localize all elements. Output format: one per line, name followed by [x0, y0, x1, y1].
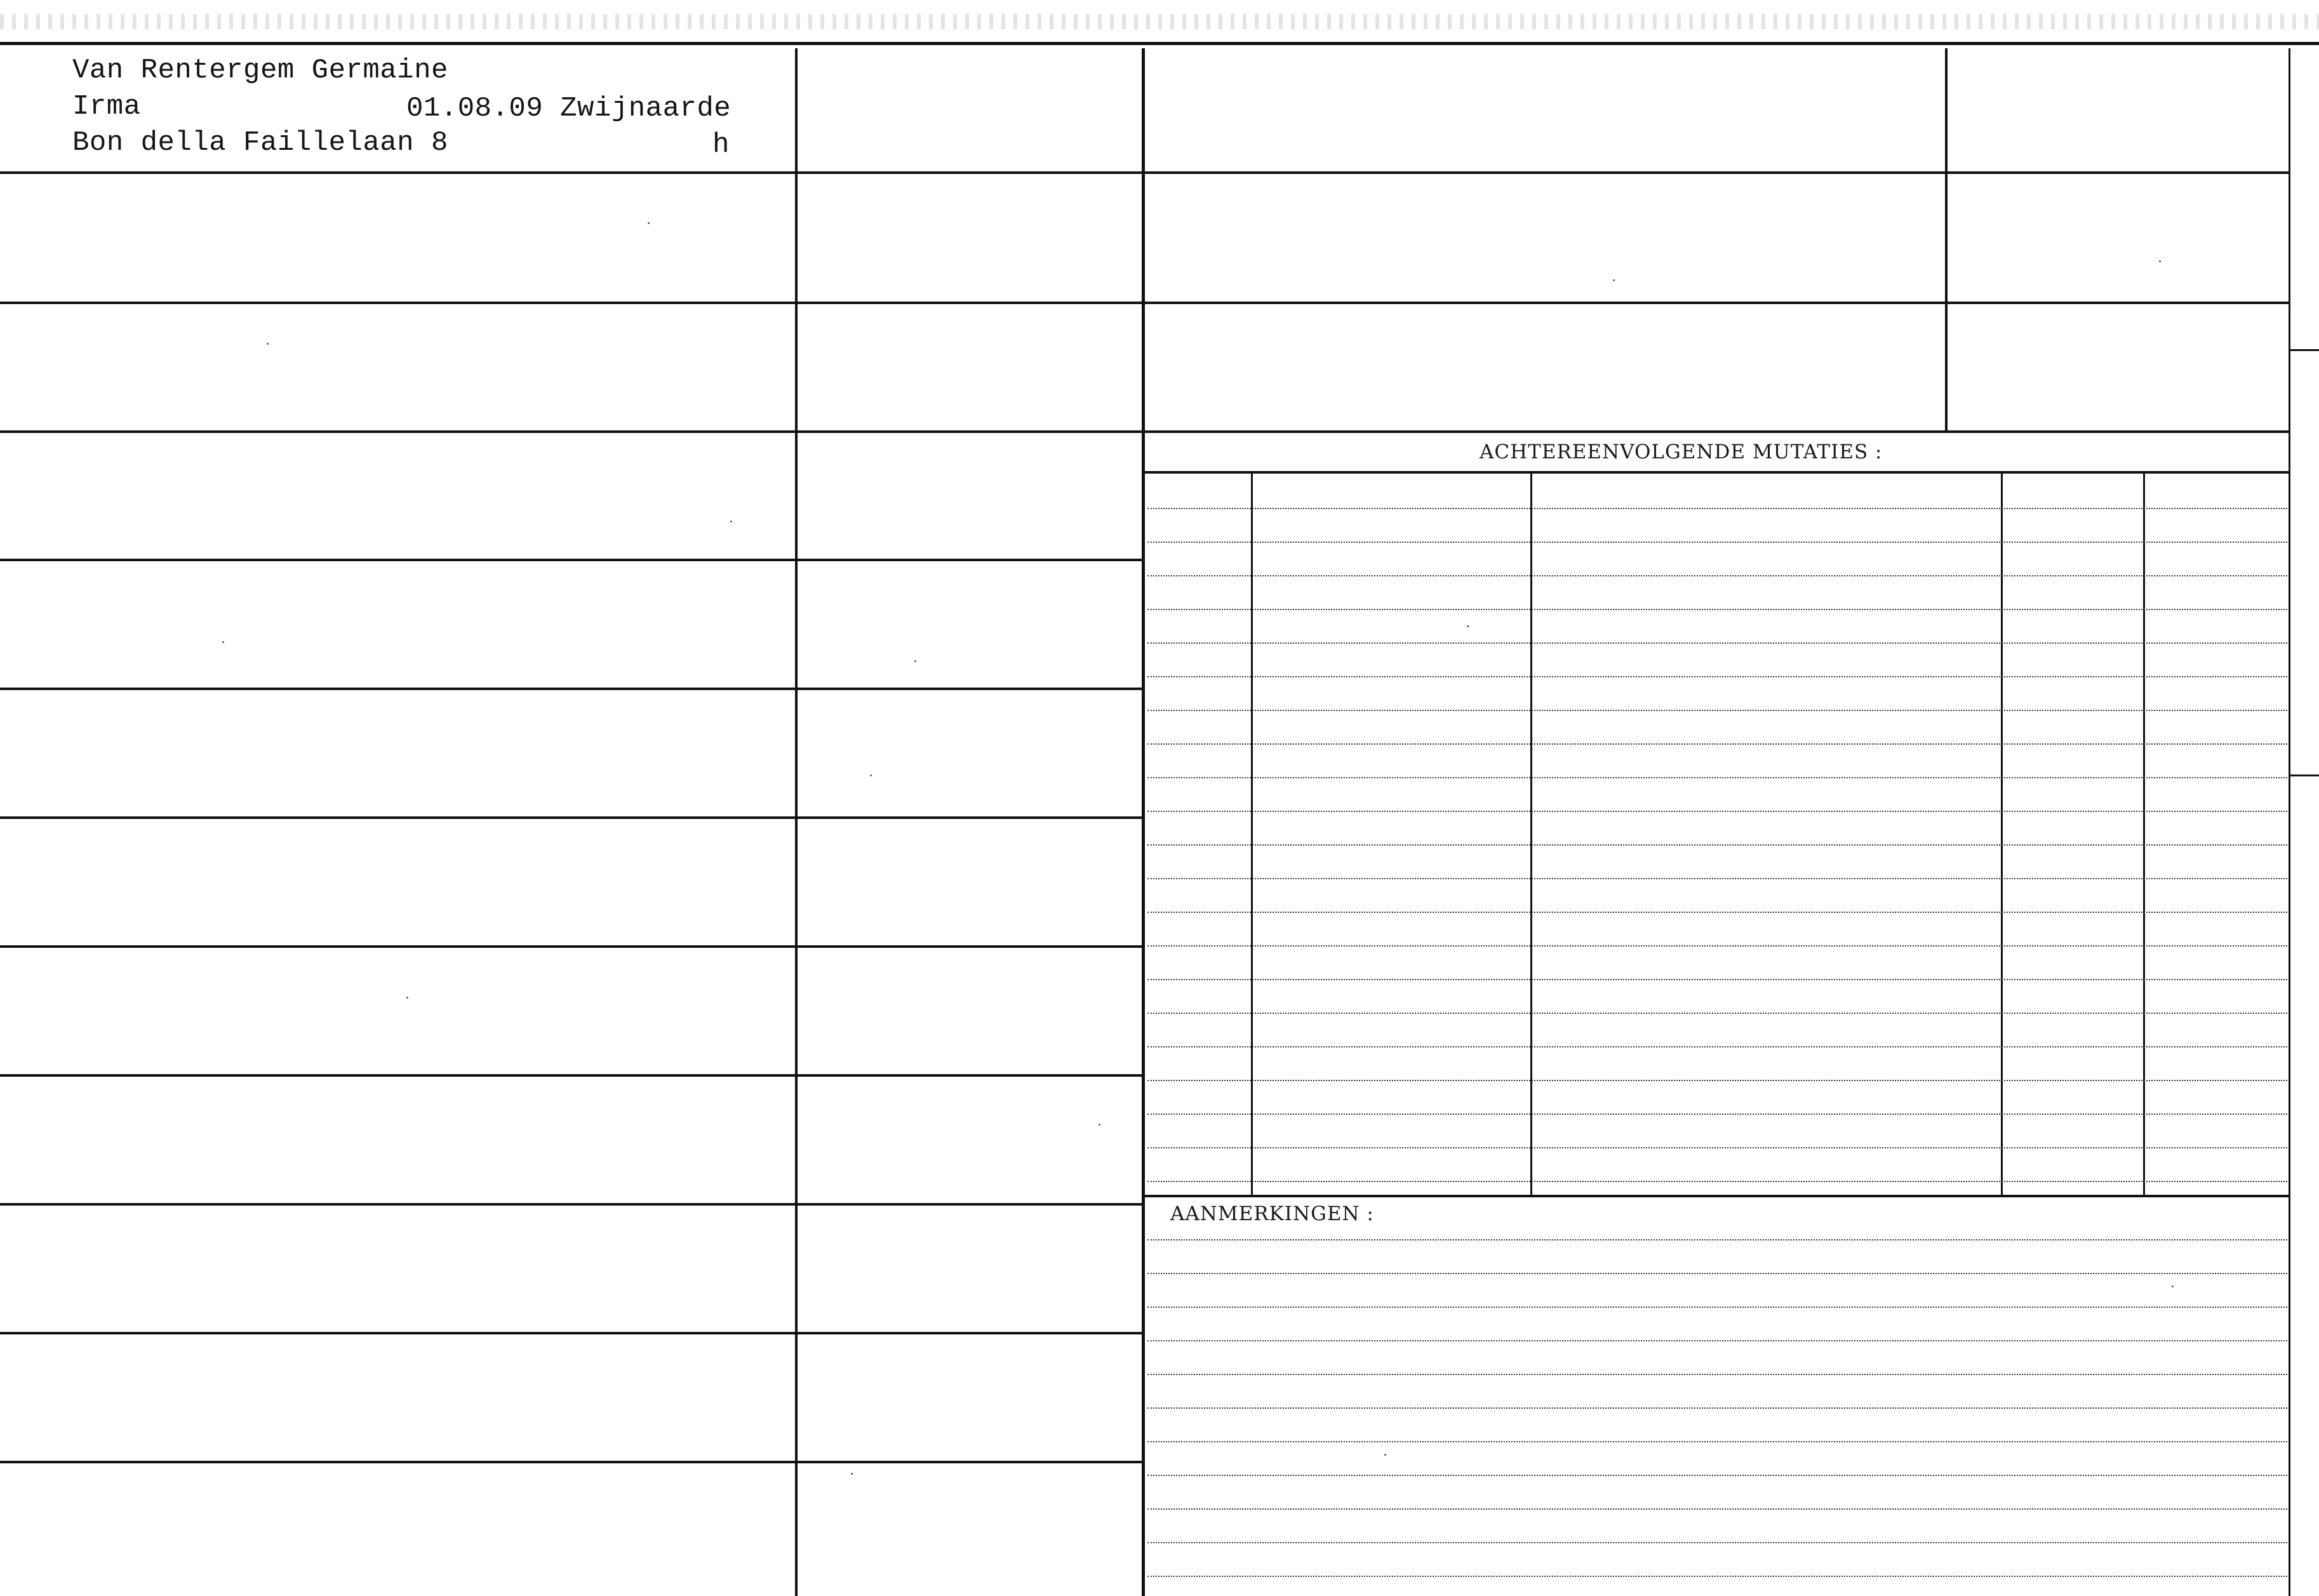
- remarks-line-6: [1147, 1407, 2287, 1409]
- scan-speck: [222, 641, 224, 643]
- scan-speck: [730, 521, 732, 522]
- remarks-line-3: [1147, 1307, 2287, 1308]
- col-divider-3: [1945, 48, 1948, 430]
- scan-speck: [851, 1473, 853, 1475]
- mutations-row-3: [1147, 575, 2287, 576]
- mutations-row-12: [1147, 878, 2287, 879]
- mutations-col-3: [2001, 474, 2003, 1195]
- row-line-5: [0, 688, 1145, 690]
- scan-speck: [406, 997, 408, 999]
- remarks-line-9: [1147, 1508, 2287, 1510]
- row-line-6: [0, 816, 1145, 819]
- remarks-line-5: [1147, 1374, 2287, 1375]
- scan-speck: [1384, 1454, 1386, 1456]
- right-border: [2289, 48, 2290, 1596]
- scan-speck: [870, 775, 872, 776]
- mutations-row-14: [1147, 945, 2287, 947]
- mutations-row-8: [1147, 743, 2287, 745]
- mutations-row-2: [1147, 542, 2287, 543]
- top-border: [0, 42, 2319, 45]
- remarks-line-4: [1147, 1340, 2287, 1341]
- remarks-line-1: [1147, 1239, 2287, 1240]
- scan-speck: [267, 343, 269, 345]
- row-line-3: [0, 430, 2290, 433]
- mutations-row-7: [1147, 710, 2287, 711]
- scan-speck: [914, 660, 916, 662]
- birth-date-place: 01.08.09 Zwijnaarde: [406, 93, 732, 124]
- mutations-row-20: [1147, 1147, 2287, 1148]
- mutations-row-15: [1147, 979, 2287, 980]
- mutations-col-1: [1251, 474, 1253, 1195]
- mutations-row-1: [1147, 508, 2287, 509]
- mutations-header-line: [1145, 471, 2289, 474]
- scan-speck: [1099, 1124, 1100, 1126]
- remarks-line-8: [1147, 1475, 2287, 1476]
- remarks-line-11: [1147, 1576, 2287, 1577]
- mutations-row-13: [1147, 912, 2287, 913]
- remarks-line-7: [1147, 1441, 2287, 1442]
- remarks-title: AANMERKINGEN :: [1170, 1202, 1374, 1225]
- mutations-row-17: [1147, 1046, 2287, 1047]
- row-line-8: [0, 1074, 1145, 1077]
- mutations-row-16: [1147, 1013, 2287, 1014]
- mutations-row-6: [1147, 676, 2287, 677]
- mutations-row-9: [1147, 777, 2287, 778]
- scan-speck: [2172, 1286, 2174, 1287]
- scan-speck: [648, 222, 650, 224]
- address-line: Bon della Faillelaan 8: [72, 127, 448, 159]
- scan-speck: [2159, 260, 2161, 262]
- mutations-title: ACHTEREENVOLGENDE MUTATIES :: [1480, 441, 1883, 463]
- scan-noise-top: [0, 14, 2319, 29]
- row-line-7: [0, 945, 1145, 948]
- name-line: Van Rentergem Germaine: [72, 55, 448, 86]
- mutations-row-4: [1147, 609, 2287, 610]
- mutations-row-21: [1147, 1181, 2287, 1182]
- row-line-9: [0, 1203, 1145, 1206]
- col-divider-2: [1142, 48, 1145, 1596]
- row-line-2: [0, 302, 2290, 304]
- mutations-row-10: [1147, 811, 2287, 812]
- scan-speck: [1613, 279, 1615, 281]
- row-line-11: [0, 1461, 1145, 1463]
- edge-tick-2: [2290, 775, 2319, 776]
- mutations-row-5: [1147, 642, 2287, 644]
- mutations-row-11: [1147, 844, 2287, 846]
- first-name: Irma: [72, 91, 141, 123]
- mutations-row-19: [1147, 1114, 2287, 1115]
- row-line-4: [0, 559, 1145, 561]
- mutations-bottom-line: [1145, 1195, 2289, 1197]
- status-mark: h: [712, 129, 730, 161]
- scan-speck: [1467, 625, 1469, 627]
- mutations-col-2: [1530, 474, 1532, 1195]
- mutations-col-4: [2143, 474, 2145, 1195]
- row-line-1: [0, 171, 2290, 174]
- col-divider-1: [795, 48, 798, 1596]
- remarks-line-10: [1147, 1542, 2287, 1543]
- edge-tick-1: [2290, 349, 2319, 351]
- remarks-line-2: [1147, 1273, 2287, 1274]
- row-line-10: [0, 1332, 1145, 1334]
- mutations-row-18: [1147, 1080, 2287, 1081]
